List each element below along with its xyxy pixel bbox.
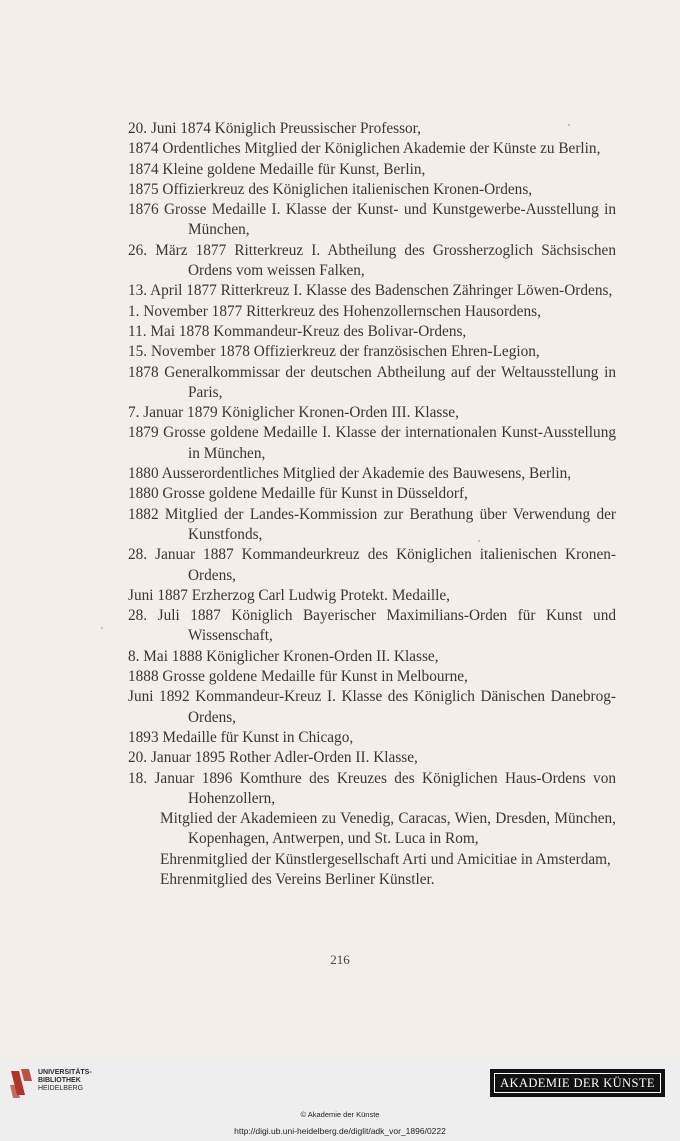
list-item: 18. Januar 1896 Komthure des Kreuzes des Königlichen Haus-Ordens von Hohenzollern, [128,769,616,807]
list-item: 20. Juni 1874 Königlich Preussischer Professor, [128,120,421,137]
list-item: 1880 Grosse goldene Medaille für Kunst in Düsseldorf, [128,485,468,503]
list-item: 1879 Grosse goldene Medaille I. Klasse der internationalen Kunst-Ausstellung in München, [128,424,616,462]
list-item: 1876 Grosse Medaille I. Klasse der Kunst- und Kunstgewerbe-Ausstellung in München, [128,201,616,239]
library-name-line: BIBLIOTHEK [38,1077,81,1084]
list-item: Juni 1892 Kommandeur-Kreuz I. Klasse des Königlich Dänischen Danebrog-Ordens, [128,688,616,726]
list-item: 1. November 1877 Ritterkreuz des Hohenzollernschen Hausordens, [128,302,541,320]
list-item: 1874 Ordentliches Mitglied der Königlichen Akademie der Künste zu Berlin, [128,140,601,158]
honorary-item: Mitglied der Akademieen zu Venedig, Caracas, Wien, Dresden, München, Kopenhagen, Antwerpen, und St. Luca in Rom, [160,810,616,848]
list-item: 1880 Ausserordentliches Mitglied der Akademie des Bauwesens, Berlin, [128,465,572,483]
library-logo[interactable] [8,1065,118,1103]
page-number: 216 [330,952,350,967]
list-item: 1875 Offizierkreuz des Königlichen italienischen Kronen-Ordens, [128,180,533,198]
honours-list [128,119,616,890]
list-item: 20. Januar 1895 Rother Adler-Orden II. Klasse, [128,749,418,767]
list-item: 13. April 1877 Ritterkreuz I. Klasse des Badenschen Zähringer Löwen-Ordens, [128,282,613,300]
list-item: 1893 Medaille für Kunst in Chicago, [128,728,354,746]
honorary-item: Ehrenmitglied der Künstlergesellschaft Arti und Amicitiae in Amsterdam, [160,850,611,868]
akademie-badge[interactable] [490,1069,665,1097]
permalink-url[interactable]: http://digi.ub.uni-heidelberg.de/diglit/adk_vor_1896/0222 [234,1126,446,1136]
list-item: 28. Januar 1887 Kommandeurkreuz des Königlichen italienischen Kronen-Ordens, [128,546,616,584]
list-item: 28. Juli 1887 Königlich Bayerischer Maximilians-Orden für Kunst und Wissenschaft, [128,607,616,645]
honorary-item: Ehrenmitglied des Vereins Berliner Künstler. [160,870,435,888]
library-emblem-icon [8,1065,34,1101]
library-name-line: UNIVERSITÄTS- [38,1069,92,1076]
list-item: 15. November 1878 Offizierkreuz der französischen Ehren-Legion, [128,343,540,361]
list-item: 7. Januar 1879 Königlicher Kronen-Orden III. Klasse, [128,404,459,422]
list-item: 1888 Grosse goldene Medaille für Kunst in Melbourne, [128,668,468,686]
copyright-credit: © Akademie der Künste [300,1110,380,1119]
list-item: 1874 Kleine goldene Medaille für Kunst, Berlin, [128,160,426,178]
library-name-line: HEIDELBERG [38,1085,84,1092]
paper-speck [101,627,103,629]
list-item: 1878 Generalkommissar der deutschen Abtheilung auf der Weltausstellung in Paris, [128,363,616,401]
list-item: 1882 Mitglied der Landes-Kommission zur Berathung über Verwendung der Kunstfonds, [128,505,616,543]
list-item: 26. März 1877 Ritterkreuz I. Abtheilung des Grossherzoglich Sächsischen Ordens vom weissen Falken, [128,241,616,280]
list-item: Juni 1887 Erzherzog Carl Ludwig Protekt. Medaille, [128,586,451,604]
list-item: 11. Mai 1878 Kommandeur-Kreuz des Bolivar-Ordens, [128,322,467,340]
library-name [38,1069,92,1093]
list-item: 8. Mai 1888 Königlicher Kronen-Orden II. Klasse, [128,647,439,665]
akademie-badge-label: AKADEMIE DER KÜNSTE [494,1073,661,1093]
